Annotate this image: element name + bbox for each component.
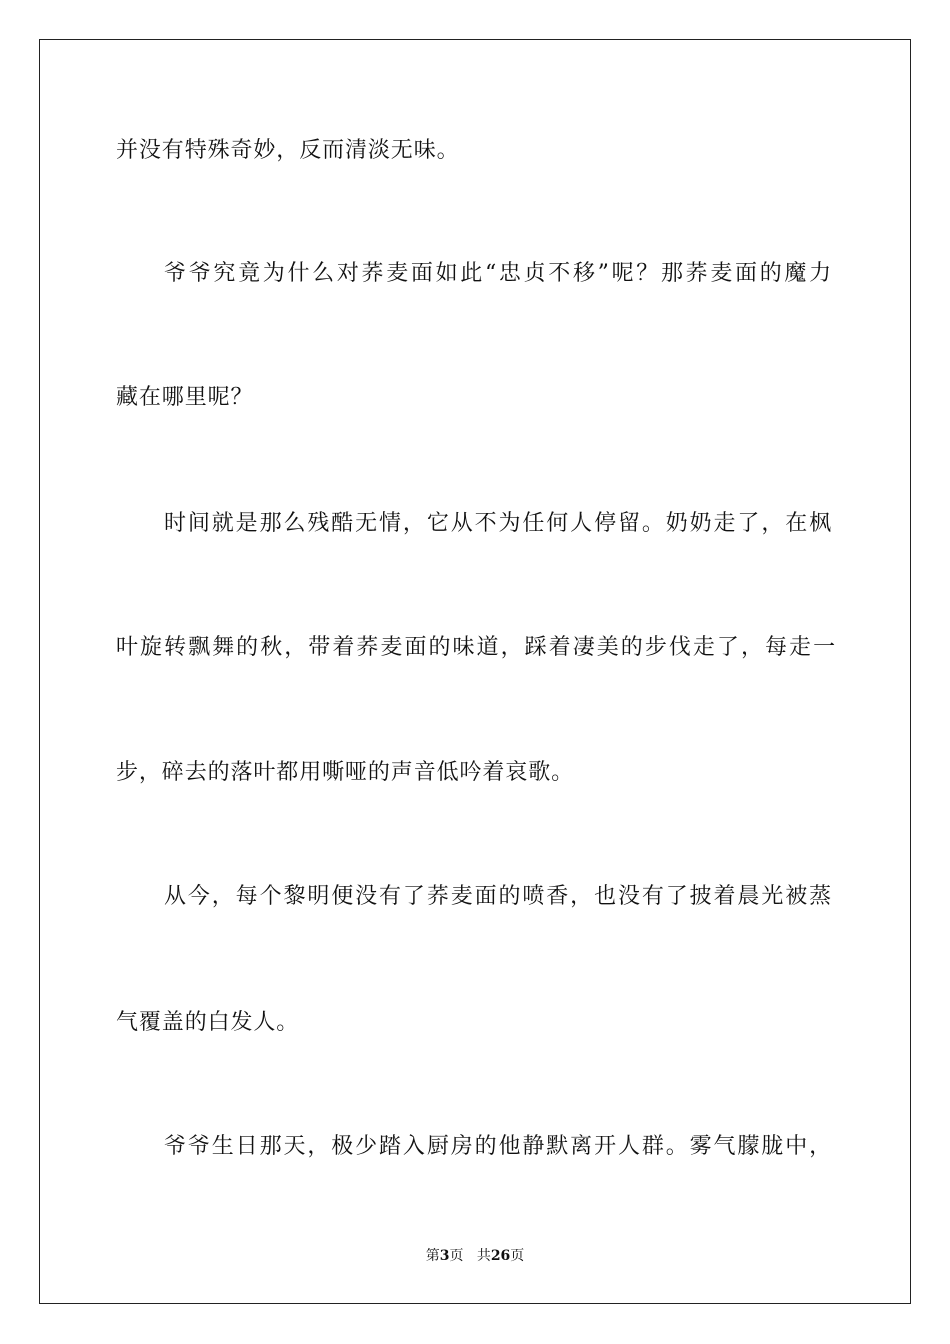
page-border xyxy=(39,39,911,1304)
total-prefix: 共 xyxy=(476,1248,491,1264)
total-pages: 26 xyxy=(490,1248,511,1264)
text-line-7: 从今，每个黎明便没有了荞麦面的喷香，也没有了披着晨光被蒸 xyxy=(164,884,832,909)
text-line-2: 爷爷究竟为什么对荞麦面如此“忠贞不移”呢？那荞麦面的魔力 xyxy=(164,261,832,286)
text-line-1: 并没有特殊奇妙，反而清淡无味。 xyxy=(116,138,460,163)
text-line-6: 步，碎去的落叶都用嘶哑的声音低吟着哀歌。 xyxy=(116,760,575,785)
text-line-3: 藏在哪里呢？ xyxy=(116,385,254,410)
text-line-9: 爷爷生日那天，极少踏入厨房的他静默离开人群。雾气朦胧中， xyxy=(164,1134,832,1159)
text-line-8: 气覆盖的白发人。 xyxy=(116,1010,300,1035)
total-suffix: 页 xyxy=(510,1248,525,1264)
text-line-4: 时间就是那么残酷无情，它从不为任何人停留。奶奶走了，在枫 xyxy=(164,511,832,536)
text-line-5: 叶旋转飘舞的秋，带着荞麦面的味道，踩着凄美的步伐走了，每走一 xyxy=(116,635,836,660)
page-prefix: 第 xyxy=(425,1248,440,1264)
page-suffix: 页 xyxy=(449,1248,464,1264)
page-number: 3 xyxy=(439,1248,450,1264)
page-footer xyxy=(0,1247,950,1265)
